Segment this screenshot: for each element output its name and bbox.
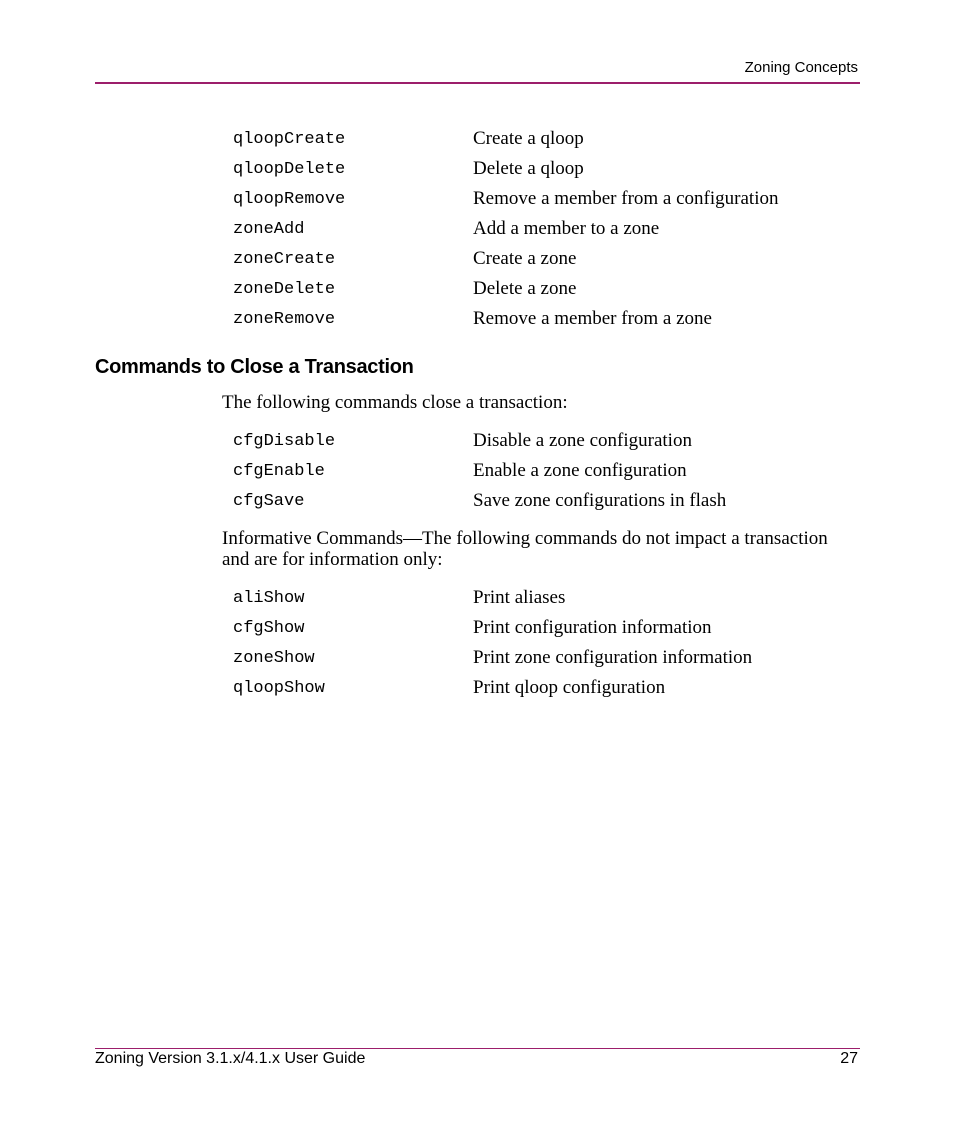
command-name: zoneAdd [233, 220, 305, 239]
command-name: cfgSave [233, 492, 305, 511]
footer-rule [95, 1048, 860, 1049]
command-description: Save zone configurations in flash [473, 490, 727, 511]
section-heading: Commands to Close a Transaction [95, 356, 414, 378]
command-description: Delete a qloop [473, 158, 584, 179]
command-description: Add a member to a zone [473, 218, 660, 239]
command-name: qloopDelete [233, 160, 346, 179]
informative-paragraph: Informative Commands—The following commands do not impact a transaction and are for information only: [222, 528, 828, 570]
command-name: zoneDelete [233, 280, 336, 299]
command-name: cfgDisable [233, 432, 336, 451]
command-description: Create a zone [473, 248, 577, 269]
command-description: Delete a zone [473, 278, 577, 299]
command-description: Remove a member from a zone [473, 308, 712, 329]
command-name: qloopRemove [233, 190, 346, 209]
command-description: Remove a member from a configuration [473, 188, 779, 209]
command-description: Disable a zone configuration [473, 430, 692, 451]
footer-guide-title: Zoning Version 3.1.x/4.1.x User Guide [95, 1050, 366, 1067]
command-description: Print configuration information [473, 617, 712, 638]
command-description: Print zone configuration information [473, 647, 753, 668]
command-description: Print aliases [473, 587, 566, 608]
command-description: Print qloop configuration [473, 677, 666, 698]
command-name: cfgEnable [233, 462, 325, 481]
section-intro: The following commands close a transaction: [222, 392, 568, 413]
command-description: Enable a zone configuration [473, 460, 687, 481]
page-number: 27 [840, 1050, 858, 1067]
command-name: zoneCreate [233, 250, 336, 269]
command-description: Create a qloop [473, 128, 584, 149]
command-name: cfgShow [233, 619, 305, 638]
command-name: aliShow [233, 589, 305, 608]
running-header: Zoning Concepts [744, 59, 858, 76]
command-name: qloopCreate [233, 130, 346, 149]
command-name: zoneRemove [233, 310, 336, 329]
header-rule [95, 82, 860, 84]
command-name: zoneShow [233, 649, 315, 668]
command-name: qloopShow [233, 679, 325, 698]
